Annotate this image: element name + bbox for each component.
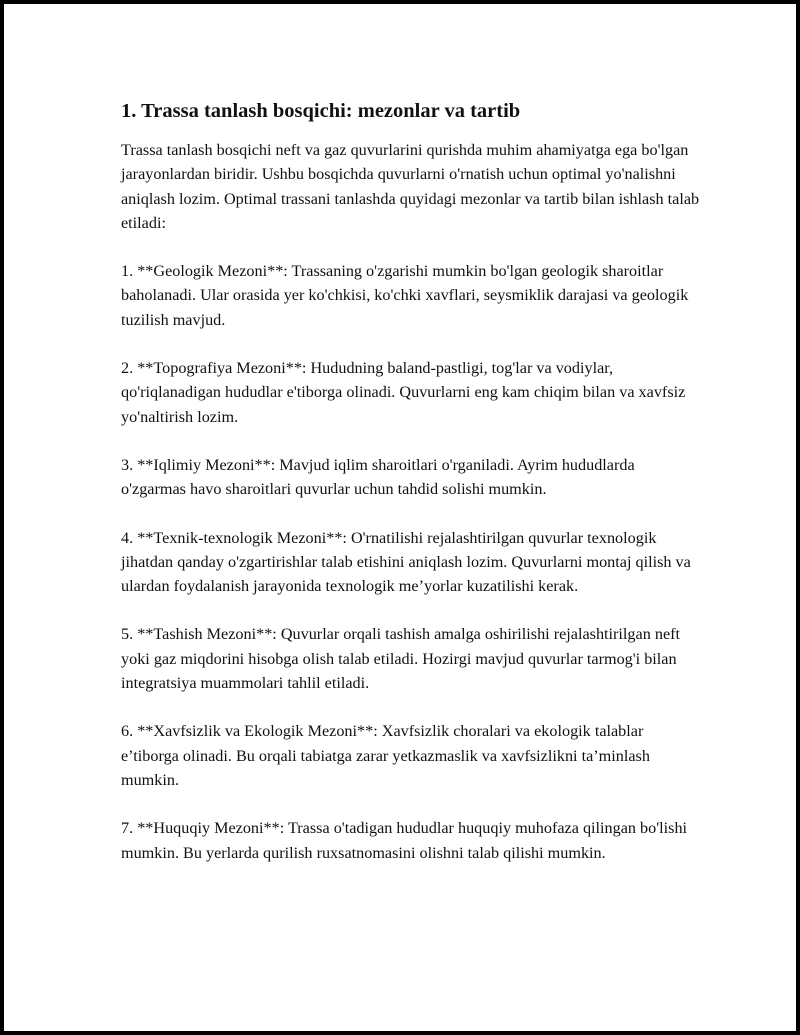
document-title: 1. Trassa tanlash bosqichi: mezonlar va tartib <box>121 100 521 122</box>
criterion-iqlimiy: 3. **Iqlimiy Mezoni**: Mavjud iqlim sharoitlari o'rganiladi. Ayrim hududlarda o'zgarmas havo sharoitlari quvurlar uchun tahdid solishi mumkin. <box>121 455 635 499</box>
document-body <box>121 98 701 865</box>
criterion-topografiya: 2. **Topografiya Mezoni**: Hududning baland-pastligi, tog'lar va vodiylar, qo'riqlanadigan hududlar e'tiborga olinadi. Quvurlarni eng kam chiqim bilan va xavfsiz yo'naltirish lozim. <box>121 359 686 426</box>
intro-paragraph: Trassa tanlash bosqichi neft va gaz quvurlarini qurishda muhim ahamiyatga ega bo'lgan jarayonlardan biridir. Ushbu bosqichda quvurlarni o'rnatish uchun optimal yo'nalishni aniqlash lozim. Optimal trassani tanlashda quyidagi mezonlar va tartib bilan ishlash talab etiladi: <box>121 141 700 232</box>
criterion-tashish: 5. **Tashish Mezoni**: Quvurlar orqali tashish amalga oshirilishi rejalashtirilgan neft yoki gaz miqdorini hisobga olish talab etiladi. Hozirgi mavjud quvurlar tarmog'i bilan integratsiya muammolari tahlil etiladi. <box>121 625 681 693</box>
criterion-huquqiy: 7. **Huquqiy Mezoni**: Trassa o'tadigan hududlar huquqiy muhofaza qilingan bo'lishi mumkin. Bu yerlarda qurilish ruxsatnomasini olishni talab qilishi mumkin. <box>121 819 688 862</box>
criterion-xavfsizlik-ekologik: 6. **Xavfsizlik va Ekologik Mezoni**: Xavfsizlik choralari va ekologik talablar e’tiborga olinadi. Bu orqali tabiatga zarar yetkazmaslik va xavfsizlikni ta’minlash mumkin. <box>121 722 650 789</box>
criterion-geologik: 1. **Geologik Mezoni**: Trassaning o'zgarishi mumkin bo'lgan geologik sharoitlar baholanadi. Ular orasida yer ko'chkisi, ko'chki xavflari, seysmiklik darajasi va geologik tuzilish mavjud. <box>121 262 689 329</box>
criterion-texnik-texnologik: 4. **Texnik-texnologik Mezoni**: O'rnatilishi rejalashtirilgan quvurlar texnologik jihatdan qanday o'zgartirishlar talab etishini aniqlash lozim. Quvurlarni montaj qilish va ulardan foydalanish jarayonida texnologik me’yorlar kuzatilishi kerak. <box>121 528 691 596</box>
